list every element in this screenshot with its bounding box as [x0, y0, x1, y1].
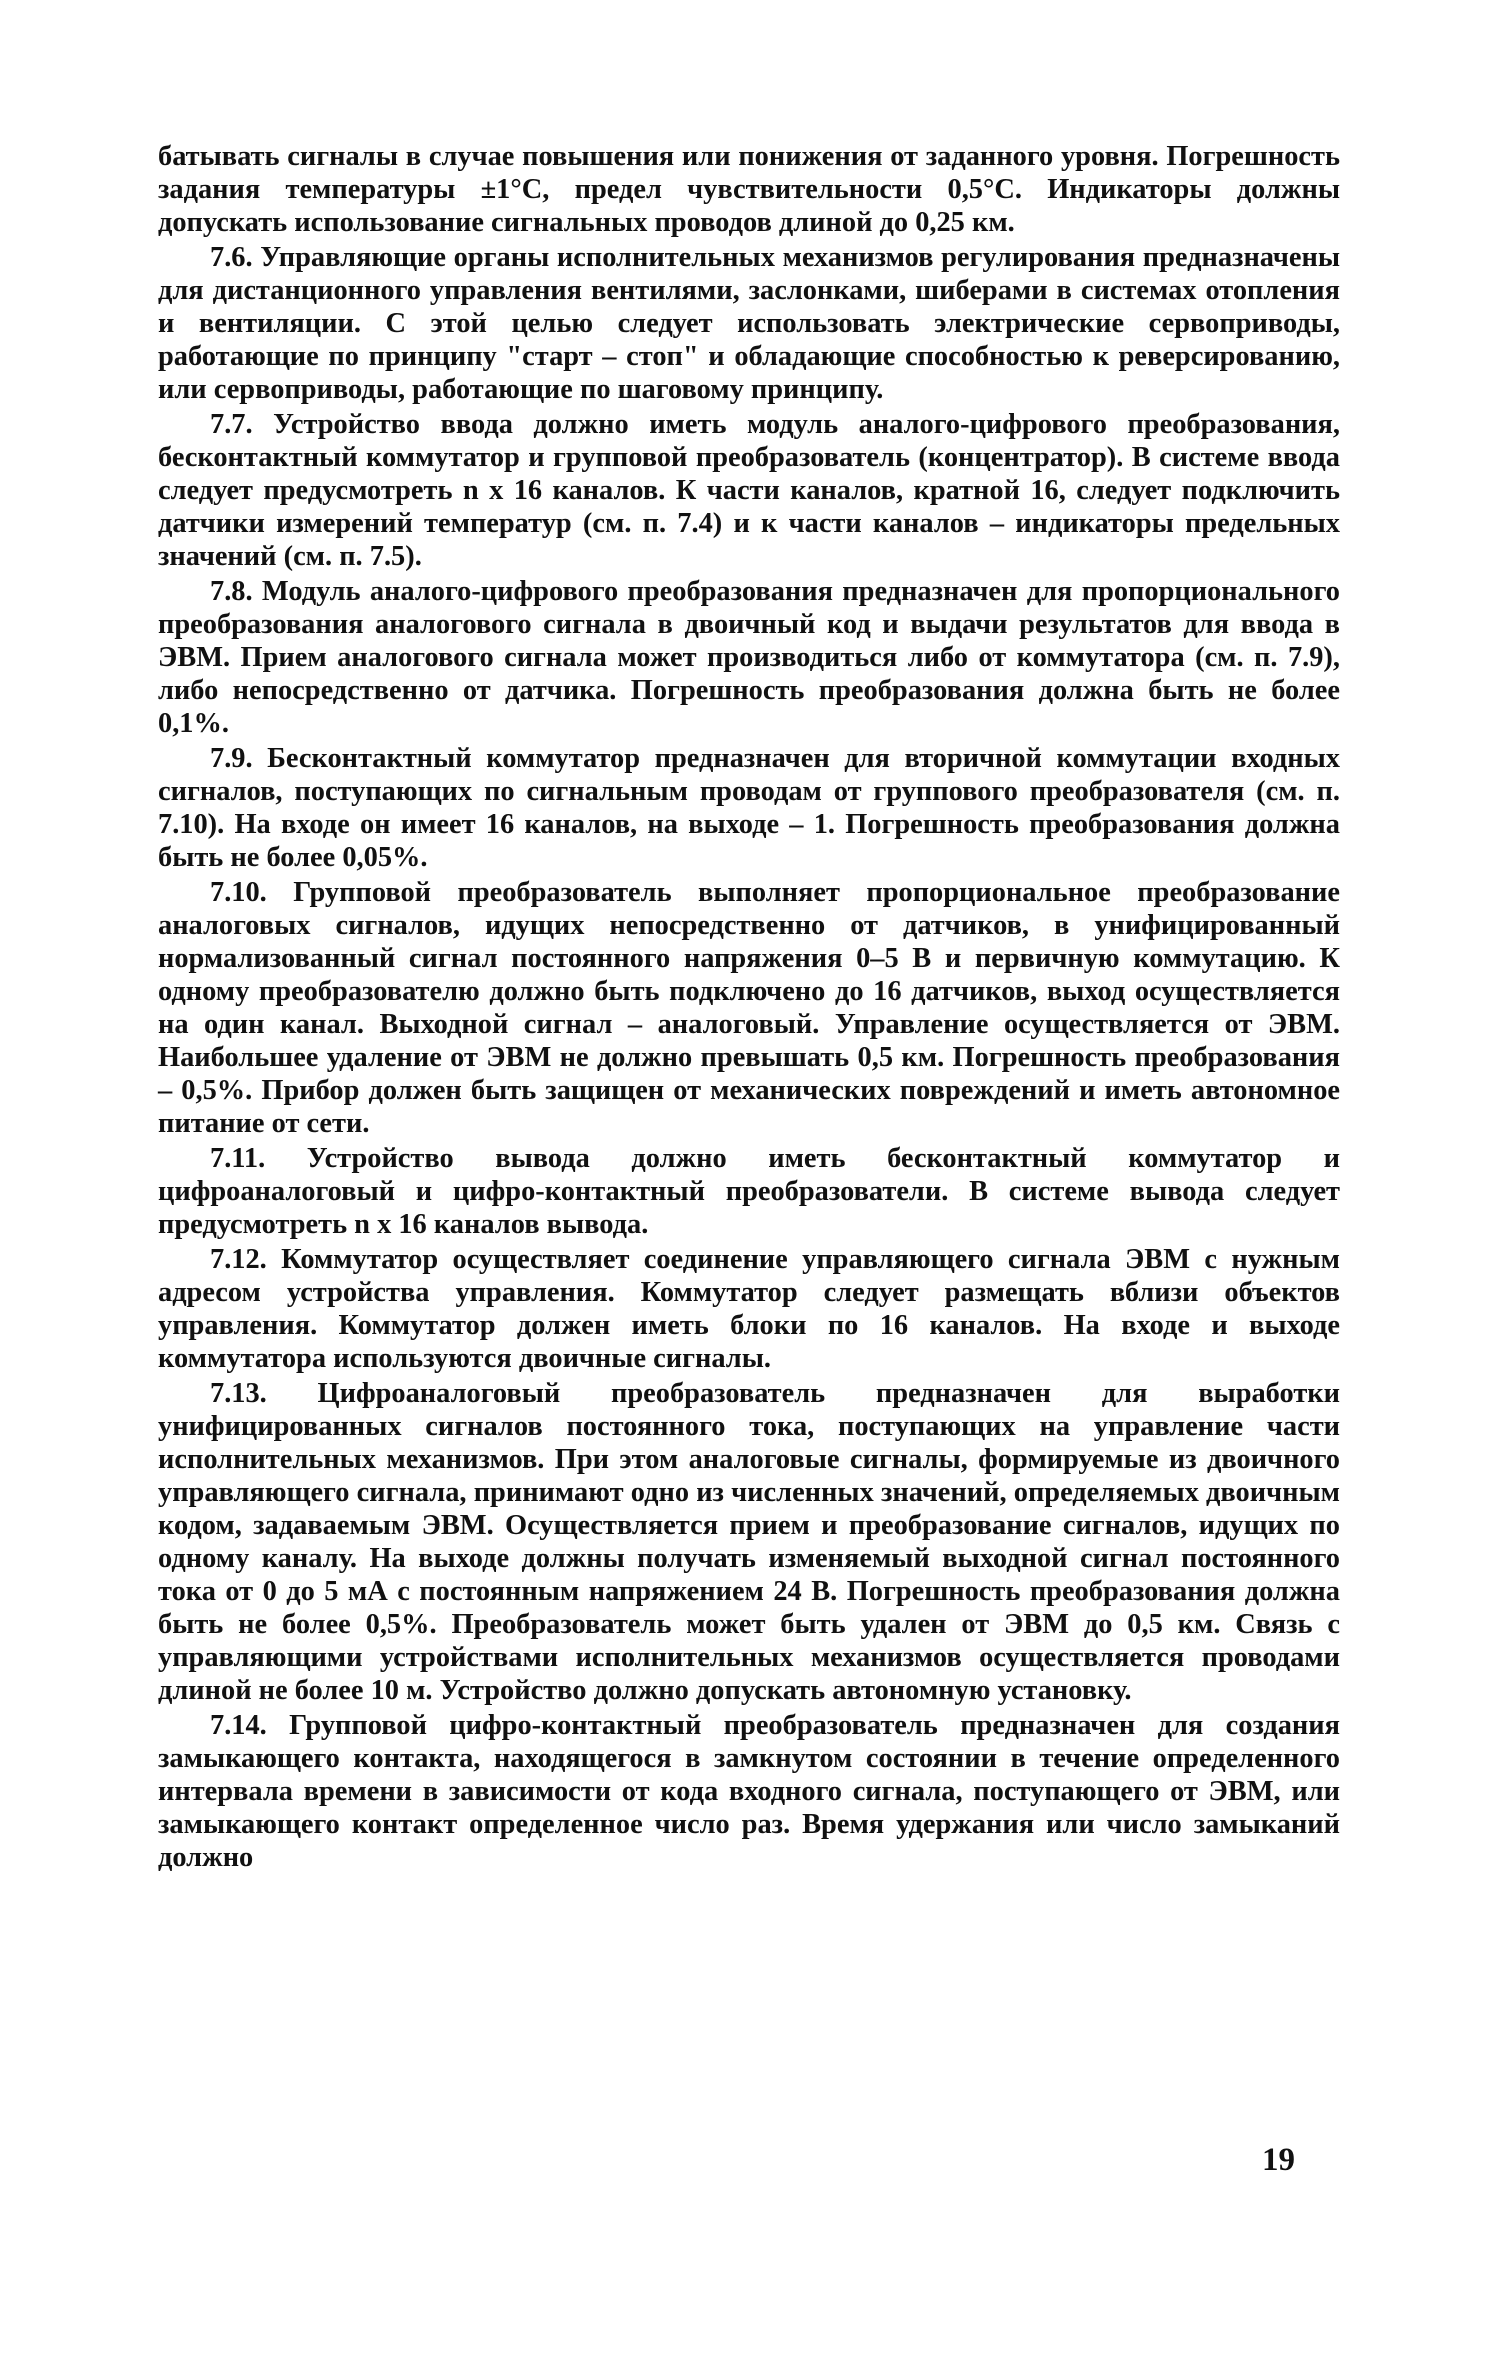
paragraph-7-7: 7.7. Устройство ввода должно иметь модуль аналого-цифрового преобразования, бесконтактный коммутатор и групповой преобразователь (концентратор). В системе ввода следует предусмотреть n x 16 каналов. К части каналов, кратной 16, следует подключить датчики измерений температур (см. п. 7.4) и к части каналов – индикаторы предельных значений (см. п. 7.5).: [158, 409, 1340, 572]
page-number: 19: [1262, 2142, 1295, 2178]
paragraph-7-14: 7.14. Групповой цифро-контактный преобразователь предназначен для создания замыкающего контакта, находящегося в замкнутом состоянии в течение определенного интервала времени в зависимости от кода входного сигнала, поступающего от ЭВМ, или замыкающего контакт определенное число раз. Время удержания или число замыканий должно: [158, 1710, 1340, 1873]
paragraph-7-10: 7.10. Групповой преобразователь выполняет пропорциональное преобразование аналоговых сигналов, идущих непосредственно от датчиков, в унифицированный нормализованный сигнал постоянного напряжения 0–5 В и первичную коммутацию. К одному преобразователю должно быть подключено до 16 датчиков, выход осуществляется на один канал. Выходной сигнал – аналоговый. Управление осуществляется от ЭВМ. Наибольшее удаление от ЭВМ не должно превышать 0,5 км. Погрешность преобразования – 0,5%. Прибор должен быть защищен от механических повреждений и иметь автономное питание от сети.: [158, 877, 1340, 1139]
paragraph-7-6: 7.6. Управляющие органы исполнительных механизмов регулирования предназначены для дистанционного управления вентилями, заслонками, шиберами в системах отопления и вентиляции. С этой целью следует использовать электрические сервоприводы, работающие по принципу "старт – стоп" и обладающие способностью к реверсированию, или сервоприводы, работающие по шаговому принципу.: [158, 242, 1340, 405]
paragraph-7-9: 7.9. Бесконтактный коммутатор предназначен для вторичной коммутации входных сигналов, поступающих по сигнальным проводам от группового преобразователя (см. п. 7.10). На входе он имеет 16 каналов, на выходе – 1. Погрешность преобразования должна быть не более 0,05%.: [158, 743, 1340, 873]
paragraph-7-11: 7.11. Устройство вывода должно иметь бесконтактный коммутатор и цифроаналоговый и цифро-контактный преобразователи. В системе вывода следует предусмотреть n x 16 каналов вывода.: [158, 1143, 1340, 1240]
paragraph-7-8: 7.8. Модуль аналого-цифрового преобразования предназначен для пропорционального преобразования аналогового сигнала в двоичный код и выдачи результатов для ввода в ЭВМ. Прием аналогового сигнала может производиться либо от коммутатора (см. п. 7.9), либо непосредственно от датчика. Погрешность преобразования должна быть не более 0,1%.: [158, 576, 1340, 739]
paragraph-continuation: батывать сигналы в случае повышения или понижения от заданного уровня. Погрешность задания температуры ±1°С, предел чувствительности 0,5°С. Индикаторы должны допускать использование сигнальных проводов длиной до 0,25 км.: [158, 141, 1340, 238]
paragraph-7-12: 7.12. Коммутатор осуществляет соединение управляющего сигнала ЭВМ с нужным адресом устройства управления. Коммутатор следует размещать вблизи объектов управления. Коммутатор должен иметь блоки по 16 каналов. На входе и выходе коммутатора используются двоичные сигналы.: [158, 1244, 1340, 1374]
page-body: [158, 140, 1340, 1876]
paragraph-7-13: 7.13. Цифроаналоговый преобразователь предназначен для выработки унифицированных сигналов постоянного тока, поступающих на управление части исполнительных механизмов. При этом аналоговые сигналы, формируемые из двоичного управляющего сигнала, принимают одно из численных значений, определяемых двоичным кодом, задаваемым ЭВМ. Осуществляется прием и преобразование сигналов, идущих по одному каналу. На выходе должны получать изменяемый выходной сигнал постоянного тока от 0 до 5 мА с постоянным напряжением 24 В. Погрешность преобразования должна быть не более 0,5%. Преобразователь может быть удален от ЭВМ до 0,5 км. Связь с управляющими устройствами исполнительных механизмов осуществляется проводами длиной не более 10 м. Устройство должно допускать автономную установку.: [158, 1378, 1340, 1706]
